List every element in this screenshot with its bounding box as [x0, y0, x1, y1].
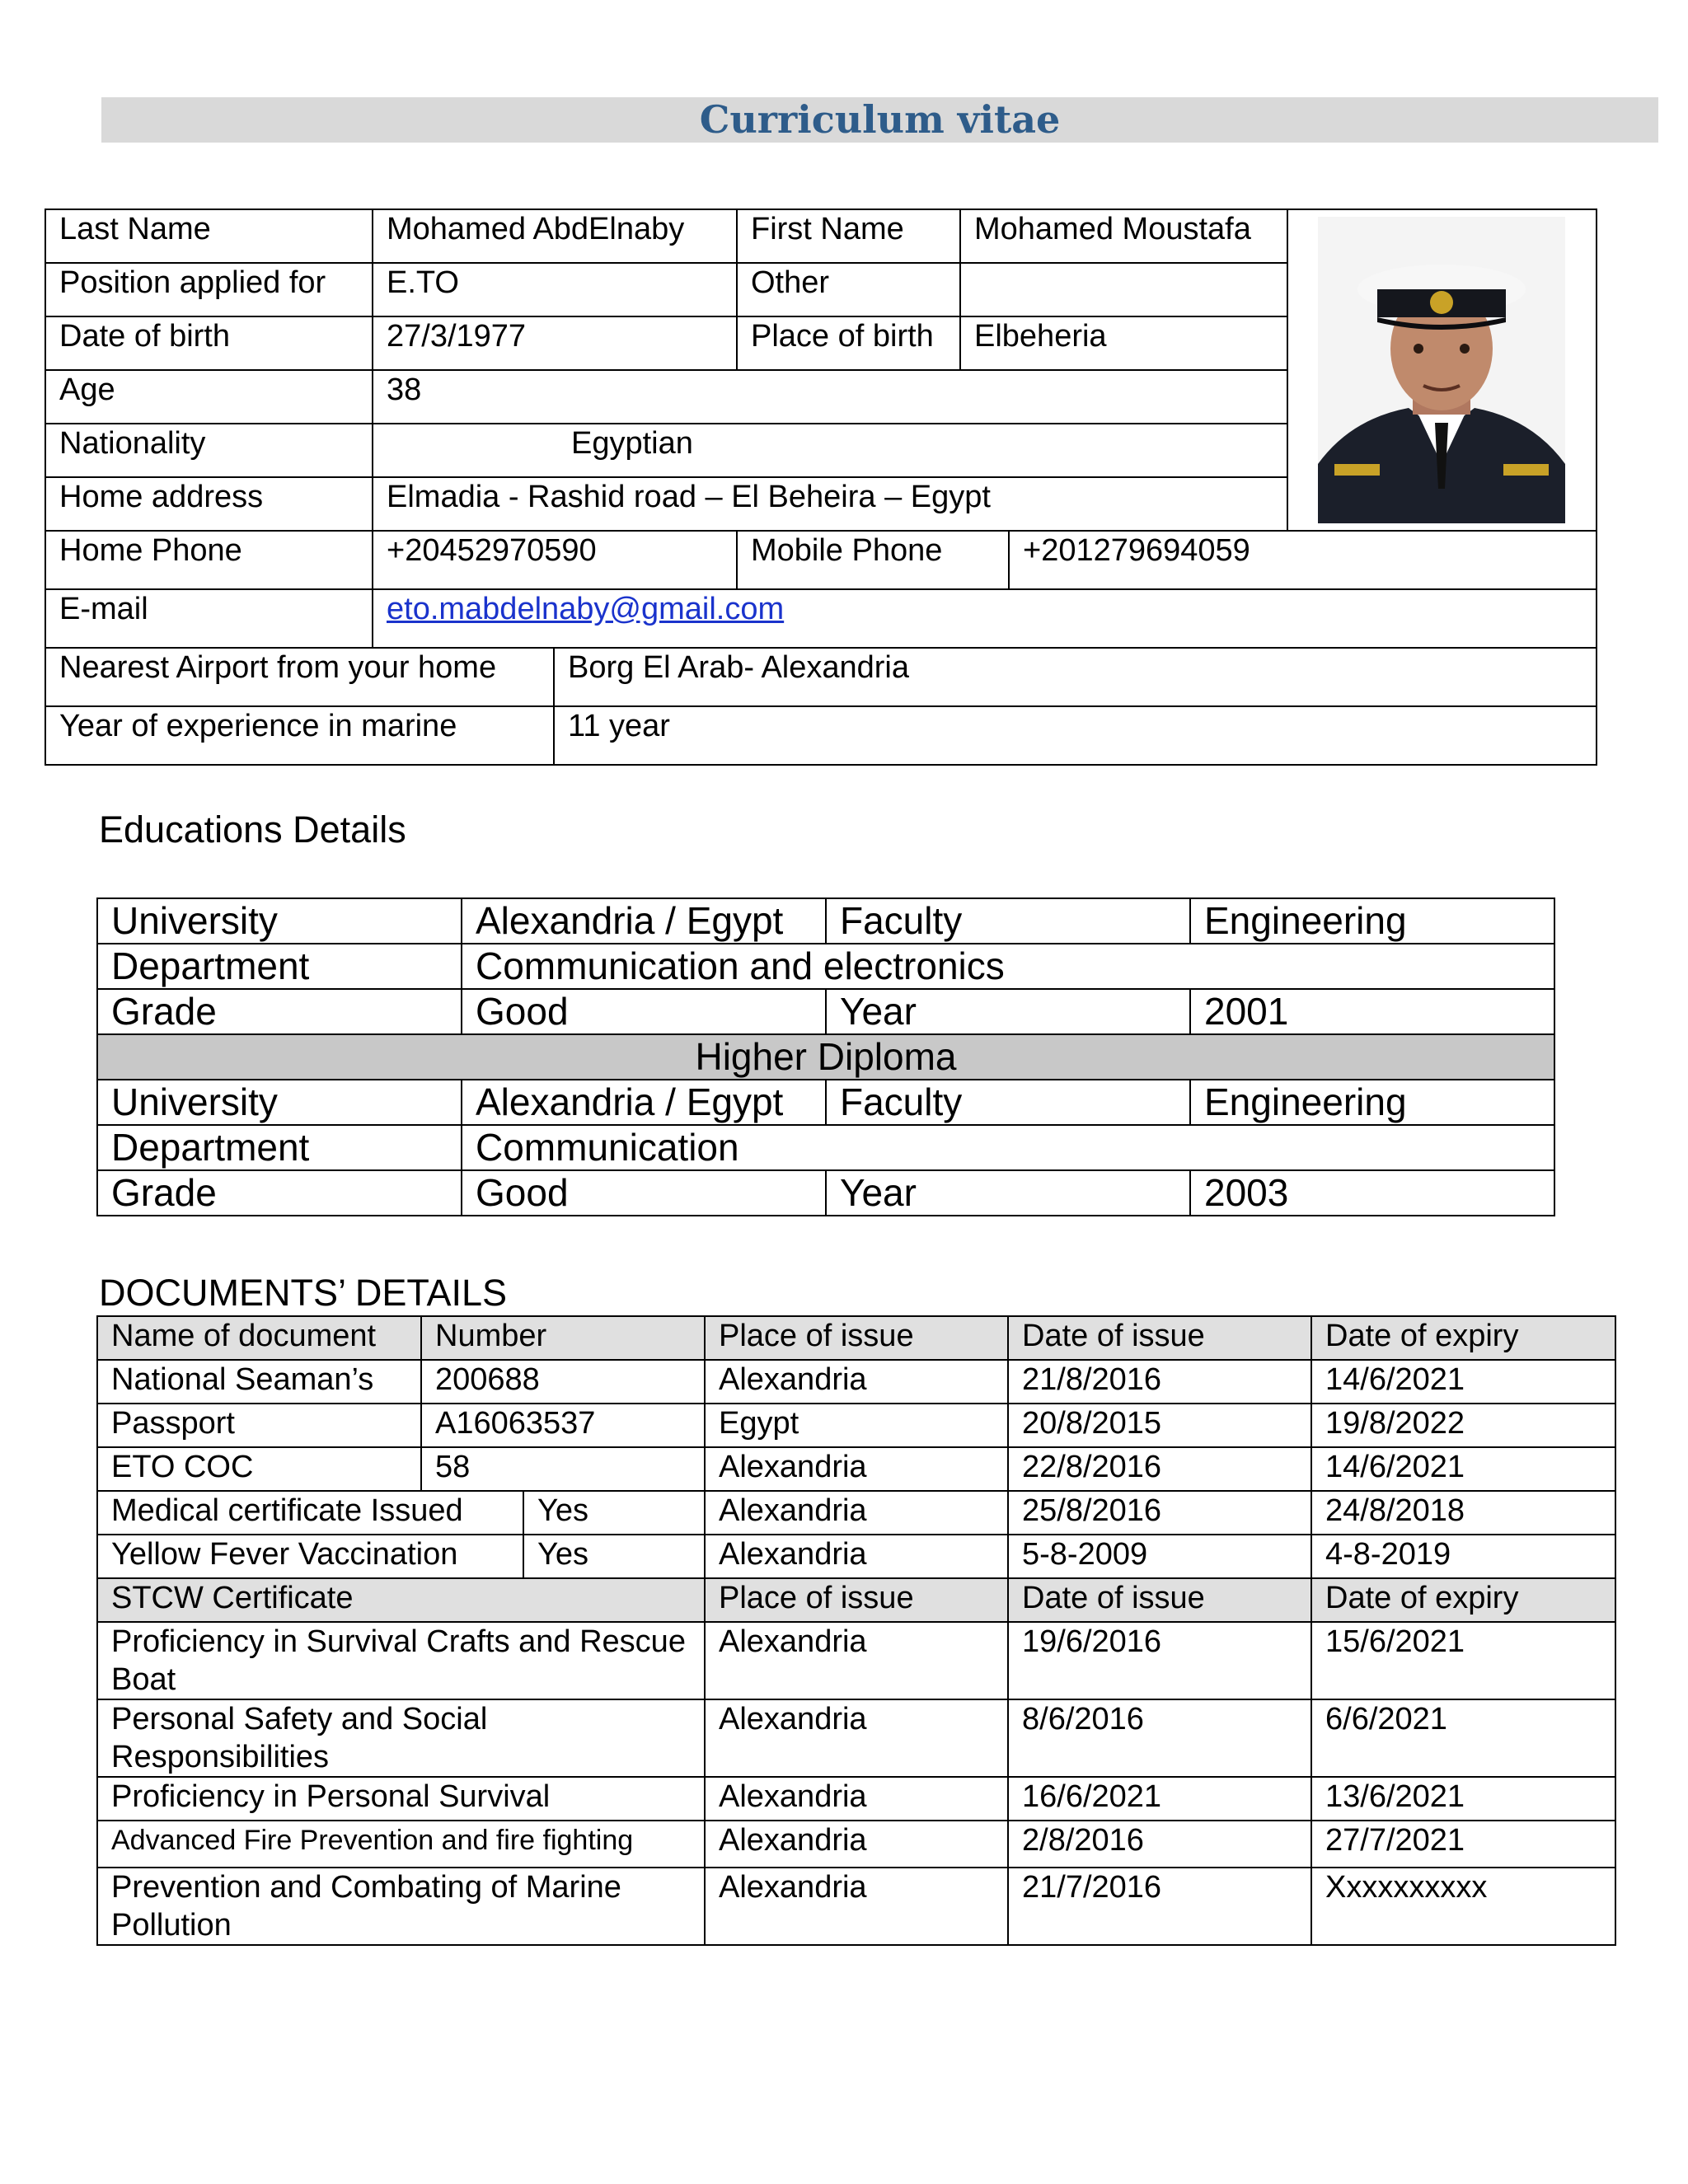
column-header: STCW Certificate [97, 1578, 705, 1622]
airport-value: Borg El Arab- Alexandria [554, 648, 1597, 706]
department-value: Communication [462, 1125, 1554, 1170]
certificate-name: Prevention and Combating of Marine Pollution [97, 1868, 705, 1945]
table-row [45, 209, 1597, 263]
certificate-expiry-date: 15/6/2021 [1311, 1622, 1615, 1699]
document-number: Yes [523, 1491, 705, 1535]
column-header: Place of issue [705, 1316, 1008, 1360]
grade-value: Good [462, 1170, 826, 1216]
profile-photo [1318, 217, 1565, 523]
document-name: Passport [97, 1404, 421, 1447]
address-value: Elmadia - Rashid road – El Beheira – Egypt [373, 477, 1287, 531]
university-label: University [97, 1080, 462, 1125]
table-row [97, 1125, 1554, 1170]
certificate-place: Alexandria [705, 1868, 1008, 1945]
certificate-name: Advanced Fire Prevention and fire fighting [97, 1821, 705, 1868]
title-bar [101, 97, 1658, 143]
year-value: 2001 [1190, 989, 1554, 1034]
document-name: ETO COC [97, 1447, 421, 1491]
last-name-value: Mohamed AbdElnaby [373, 209, 737, 263]
certificate-name: Proficiency in Survival Crafts and Rescue Boat [97, 1622, 705, 1699]
certificate-name: Personal Safety and Social Responsibilities [97, 1699, 705, 1777]
document-number: 58 [421, 1447, 705, 1491]
mobile-label: Mobile Phone [737, 531, 1009, 589]
document-place: Alexandria [705, 1535, 1008, 1578]
address-label: Home address [45, 477, 373, 531]
document-place: Egypt [705, 1404, 1008, 1447]
table-row [97, 1034, 1554, 1080]
document-number: A16063537 [421, 1404, 705, 1447]
document-expiry-date: 14/6/2021 [1311, 1360, 1615, 1404]
table-row [97, 898, 1554, 944]
table-row [97, 989, 1554, 1034]
documents-heading: DOCUMENTS’ DETAILS [99, 1272, 508, 1314]
document-number: Yes [523, 1535, 705, 1578]
position-value: E.TO [373, 263, 737, 316]
table-row [97, 1360, 1615, 1404]
first-name-value: Mohamed Moustafa [960, 209, 1287, 263]
mobile-value: +201279694059 [1009, 531, 1597, 589]
other-label: Other [737, 263, 960, 316]
other-value [960, 263, 1287, 316]
certificate-issue-date: 16/6/2021 [1008, 1777, 1311, 1821]
document-place: Alexandria [705, 1491, 1008, 1535]
certificate-place: Alexandria [705, 1777, 1008, 1821]
document-issue-date: 21/8/2016 [1008, 1360, 1311, 1404]
certificate-issue-date: 2/8/2016 [1008, 1821, 1311, 1868]
table-row [97, 1821, 1615, 1868]
certificate-place: Alexandria [705, 1699, 1008, 1777]
document-issue-date: 20/8/2015 [1008, 1404, 1311, 1447]
table-header-row [97, 1316, 1615, 1360]
column-header: Place of issue [705, 1578, 1008, 1622]
airport-label: Nearest Airport from your home [45, 648, 554, 706]
column-header: Name of document [97, 1316, 421, 1360]
document-name: National Seaman’s [97, 1360, 421, 1404]
university-label: University [97, 898, 462, 944]
first-name-label: First Name [737, 209, 960, 263]
table-row [97, 1170, 1554, 1216]
email-cell [373, 589, 1597, 648]
table-row [97, 1622, 1615, 1699]
certificate-place: Alexandria [705, 1622, 1008, 1699]
document-expiry-date: 24/8/2018 [1311, 1491, 1615, 1535]
certificate-expiry-date: 13/6/2021 [1311, 1777, 1615, 1821]
university-value: Alexandria / Egypt [462, 1080, 826, 1125]
home-phone-label: Home Phone [45, 531, 373, 589]
officer-portrait-icon [1318, 217, 1565, 523]
document-expiry-date: 4-8-2019 [1311, 1535, 1615, 1578]
certificate-name: Proficiency in Personal Survival [97, 1777, 705, 1821]
document-name: Medical certificate Issued [97, 1491, 523, 1535]
certificate-expiry-date: 27/7/2021 [1311, 1821, 1615, 1868]
personal-info-table [45, 209, 1597, 766]
column-header: Date of issue [1008, 1316, 1311, 1360]
certificate-expiry-date: Xxxxxxxxxx [1311, 1868, 1615, 1945]
document-place: Alexandria [705, 1360, 1008, 1404]
table-row [45, 706, 1597, 765]
document-expiry-date: 14/6/2021 [1311, 1447, 1615, 1491]
document-number: 200688 [421, 1360, 705, 1404]
year-label: Year [826, 1170, 1190, 1216]
photo-cell [1287, 209, 1597, 531]
experience-label: Year of experience in marine [45, 706, 554, 765]
certificate-expiry-date: 6/6/2021 [1311, 1699, 1615, 1777]
table-row [97, 1777, 1615, 1821]
certificate-issue-date: 8/6/2016 [1008, 1699, 1311, 1777]
table-row [97, 944, 1554, 989]
column-header: Date of expiry [1311, 1316, 1615, 1360]
table-row [45, 589, 1597, 648]
table-row [97, 1404, 1615, 1447]
education-table [96, 898, 1555, 1216]
age-value: 38 [373, 370, 1287, 424]
dob-label: Date of birth [45, 316, 373, 370]
year-label: Year [826, 989, 1190, 1034]
table-row [97, 1080, 1554, 1125]
document-issue-date: 22/8/2016 [1008, 1447, 1311, 1491]
certificate-place: Alexandria [705, 1821, 1008, 1868]
document-issue-date: 25/8/2016 [1008, 1491, 1311, 1535]
age-label: Age [45, 370, 373, 424]
table-row [97, 1699, 1615, 1777]
faculty-value: Engineering [1190, 898, 1554, 944]
last-name-label: Last Name [45, 209, 373, 263]
table-row [97, 1535, 1615, 1578]
pob-value: Elbeheria [960, 316, 1287, 370]
table-row [45, 531, 1597, 589]
nationality-value: Egyptian [373, 424, 1287, 477]
nationality-label: Nationality [45, 424, 373, 477]
column-header: Date of expiry [1311, 1578, 1615, 1622]
column-header: Date of issue [1008, 1578, 1311, 1622]
department-value: Communication and electronics [462, 944, 1554, 989]
pob-label: Place of birth [737, 316, 960, 370]
grade-value: Good [462, 989, 826, 1034]
certificate-issue-date: 21/7/2016 [1008, 1868, 1311, 1945]
position-label: Position applied for [45, 263, 373, 316]
home-phone-value: +20452970590 [373, 531, 737, 589]
university-value: Alexandria / Egypt [462, 898, 826, 944]
faculty-label: Faculty [826, 898, 1190, 944]
faculty-value: Engineering [1190, 1080, 1554, 1125]
table-row [45, 648, 1597, 706]
faculty-label: Faculty [826, 1080, 1190, 1125]
dob-value: 27/3/1977 [373, 316, 737, 370]
table-row [97, 1447, 1615, 1491]
email-link[interactable]: eto.mabdelnaby@gmail.com [387, 592, 785, 626]
column-header: Number [421, 1316, 705, 1360]
experience-value: 11 year [554, 706, 1597, 765]
document-issue-date: 5-8-2009 [1008, 1535, 1311, 1578]
department-label: Department [97, 1125, 462, 1170]
document-name: Yellow Fever Vaccination [97, 1535, 523, 1578]
year-value: 2003 [1190, 1170, 1554, 1216]
stcw-header-row [97, 1578, 1615, 1622]
email-label: E-mail [45, 589, 373, 648]
document-expiry-date: 19/8/2022 [1311, 1404, 1615, 1447]
grade-label: Grade [97, 989, 462, 1034]
documents-table [96, 1315, 1616, 1946]
grade-label: Grade [97, 1170, 462, 1216]
diploma-heading: Higher Diploma [97, 1034, 1554, 1080]
page-title: Curriculum vitae [699, 97, 1061, 142]
department-label: Department [97, 944, 462, 989]
table-row [97, 1868, 1615, 1945]
education-heading: Educations Details [99, 808, 406, 851]
document-place: Alexandria [705, 1447, 1008, 1491]
certificate-issue-date: 19/6/2016 [1008, 1622, 1311, 1699]
table-row [97, 1491, 1615, 1535]
